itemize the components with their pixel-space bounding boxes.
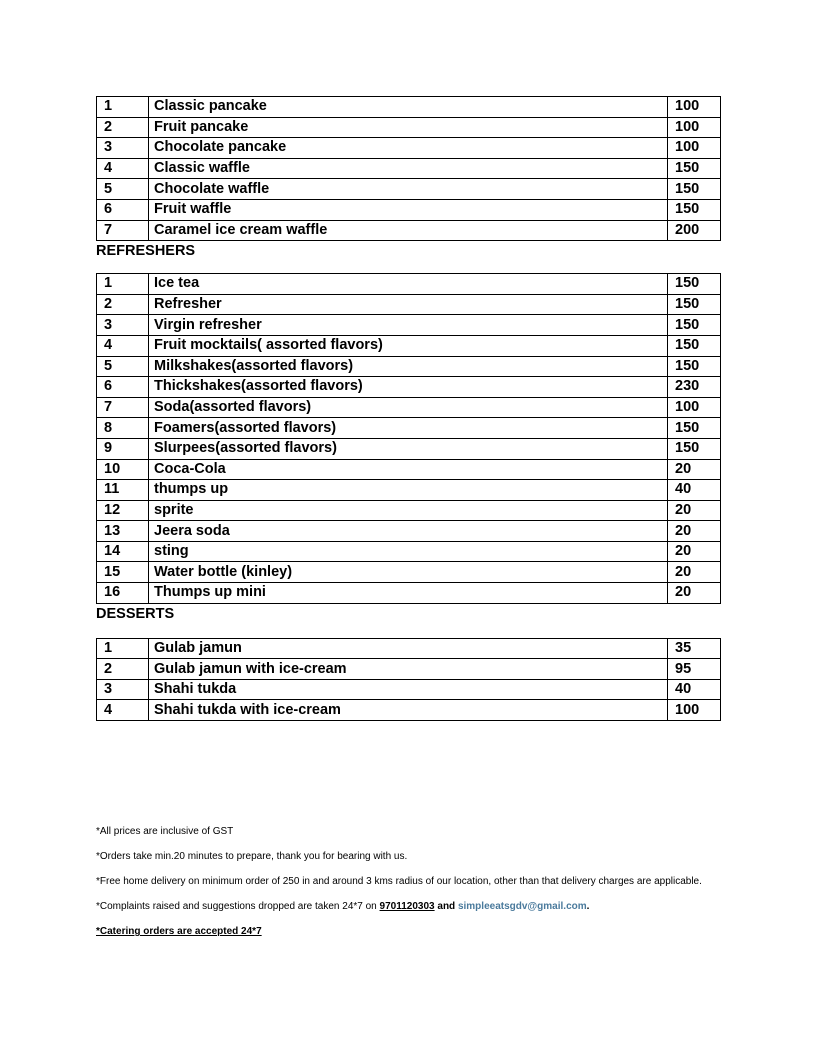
menu-page (96, 96, 721, 721)
menu-row (97, 315, 721, 336)
item-name: Shahi tukda (149, 679, 668, 700)
item-name: thumps up (149, 480, 668, 501)
menu-row (97, 97, 721, 118)
menu-row (97, 138, 721, 159)
item-number: 2 (97, 294, 149, 315)
item-number: 8 (97, 418, 149, 439)
menu-row (97, 294, 721, 315)
item-name: Ice tea (149, 274, 668, 295)
item-name: Caramel ice cream waffle (149, 220, 668, 241)
menu-row (97, 583, 721, 604)
item-name: Fruit pancake (149, 117, 668, 138)
item-price: 100 (668, 700, 721, 721)
menu-row (97, 397, 721, 418)
refreshers-table (96, 273, 721, 604)
menu-row (97, 220, 721, 241)
item-name: Virgin refresher (149, 315, 668, 336)
item-number: 11 (97, 480, 149, 501)
menu-row (97, 335, 721, 356)
item-number: 2 (97, 659, 149, 680)
menu-row (97, 356, 721, 377)
menu-row (97, 117, 721, 138)
menu-row (97, 274, 721, 295)
item-name: Fruit mocktails( assorted flavors) (149, 335, 668, 356)
item-price: 20 (668, 500, 721, 521)
item-name: Jeera soda (149, 521, 668, 542)
item-name: Classic waffle (149, 158, 668, 179)
item-price: 100 (668, 138, 721, 159)
and-text: and (434, 901, 458, 912)
item-number: 3 (97, 138, 149, 159)
item-number: 4 (97, 335, 149, 356)
item-price: 200 (668, 220, 721, 241)
item-number: 7 (97, 220, 149, 241)
item-name: Gulab jamun (149, 638, 668, 659)
menu-row (97, 679, 721, 700)
menu-row (97, 438, 721, 459)
menu-row (97, 562, 721, 583)
item-name: Foamers(assorted flavors) (149, 418, 668, 439)
item-price: 150 (668, 274, 721, 295)
item-number: 3 (97, 315, 149, 336)
item-number: 1 (97, 638, 149, 659)
item-name: Slurpees(assorted flavors) (149, 438, 668, 459)
menu-row (97, 700, 721, 721)
pancakes-waffles-table (96, 96, 721, 241)
item-name: sting (149, 541, 668, 562)
item-number: 12 (97, 500, 149, 521)
delivery-note: *Free home delivery on minimum order of 250 in and around 3 kms radius of our location, other than that delivery charges are applicable. (96, 876, 702, 887)
menu-row (97, 638, 721, 659)
item-price: 100 (668, 117, 721, 138)
footer-notes (96, 824, 721, 949)
item-number: 16 (97, 583, 149, 604)
item-number: 1 (97, 97, 149, 118)
item-price: 150 (668, 335, 721, 356)
item-price: 150 (668, 418, 721, 439)
menu-row (97, 199, 721, 220)
item-price: 150 (668, 179, 721, 200)
item-name: Shahi tukda with ice-cream (149, 700, 668, 721)
item-number: 3 (97, 679, 149, 700)
prep-note: *Orders take min.20 minutes to prepare, thank you for bearing with us. (96, 851, 408, 862)
item-number: 10 (97, 459, 149, 480)
email-link[interactable]: simpleeatsgdv@gmail.com (457, 901, 587, 912)
item-price: 150 (668, 356, 721, 377)
item-price: 150 (668, 294, 721, 315)
refreshers-heading: REFRESHERS (96, 243, 196, 260)
item-price: 95 (668, 659, 721, 680)
complaints-text: *Complaints raised and suggestions dropped are taken 24*7 on (96, 901, 380, 912)
item-price: 150 (668, 199, 721, 220)
item-number: 4 (97, 158, 149, 179)
item-number: 14 (97, 541, 149, 562)
item-number: 5 (97, 179, 149, 200)
desserts-table (96, 638, 721, 721)
desserts-heading: DESSERTS (96, 605, 175, 622)
item-name: Gulab jamun with ice-cream (149, 659, 668, 680)
item-number: 4 (97, 700, 149, 721)
item-price: 20 (668, 562, 721, 583)
item-price: 20 (668, 541, 721, 562)
item-name: Thickshakes(assorted flavors) (149, 377, 668, 398)
item-price: 150 (668, 438, 721, 459)
item-price: 35 (668, 638, 721, 659)
menu-row (97, 179, 721, 200)
item-name: Water bottle (kinley) (149, 562, 668, 583)
item-price: 150 (668, 315, 721, 336)
item-number: 9 (97, 438, 149, 459)
item-name: Milkshakes(assorted flavors) (149, 356, 668, 377)
item-name: Classic pancake (149, 97, 668, 118)
phone-number: 9701120303 (379, 901, 435, 912)
item-price: 40 (668, 679, 721, 700)
item-name: Coca-Cola (149, 459, 668, 480)
item-price: 100 (668, 97, 721, 118)
item-number: 5 (97, 356, 149, 377)
item-name: Thumps up mini (149, 583, 668, 604)
item-name: Chocolate pancake (149, 138, 668, 159)
item-name: Fruit waffle (149, 199, 668, 220)
item-price: 20 (668, 583, 721, 604)
item-number: 1 (97, 274, 149, 295)
catering-note: *Catering orders are accepted 24*7 (96, 926, 262, 937)
item-number: 2 (97, 117, 149, 138)
menu-row (97, 418, 721, 439)
item-name: Refresher (149, 294, 668, 315)
menu-row (97, 377, 721, 398)
item-number: 6 (97, 377, 149, 398)
menu-row (97, 659, 721, 680)
item-number: 13 (97, 521, 149, 542)
item-price: 40 (668, 480, 721, 501)
item-price: 150 (668, 158, 721, 179)
item-name: Chocolate waffle (149, 179, 668, 200)
item-number: 7 (97, 397, 149, 418)
item-number: 6 (97, 199, 149, 220)
item-price: 100 (668, 397, 721, 418)
item-name: Soda(assorted flavors) (149, 397, 668, 418)
item-number: 15 (97, 562, 149, 583)
item-price: 20 (668, 459, 721, 480)
menu-row (97, 541, 721, 562)
menu-row (97, 158, 721, 179)
complaints-note (96, 899, 721, 914)
menu-row (97, 480, 721, 501)
item-price: 230 (668, 377, 721, 398)
period-text: . (586, 901, 590, 912)
menu-row (97, 459, 721, 480)
menu-row (97, 500, 721, 521)
menu-row (97, 521, 721, 542)
item-name: sprite (149, 500, 668, 521)
item-price: 20 (668, 521, 721, 542)
gst-note: *All prices are inclusive of GST (96, 826, 234, 837)
